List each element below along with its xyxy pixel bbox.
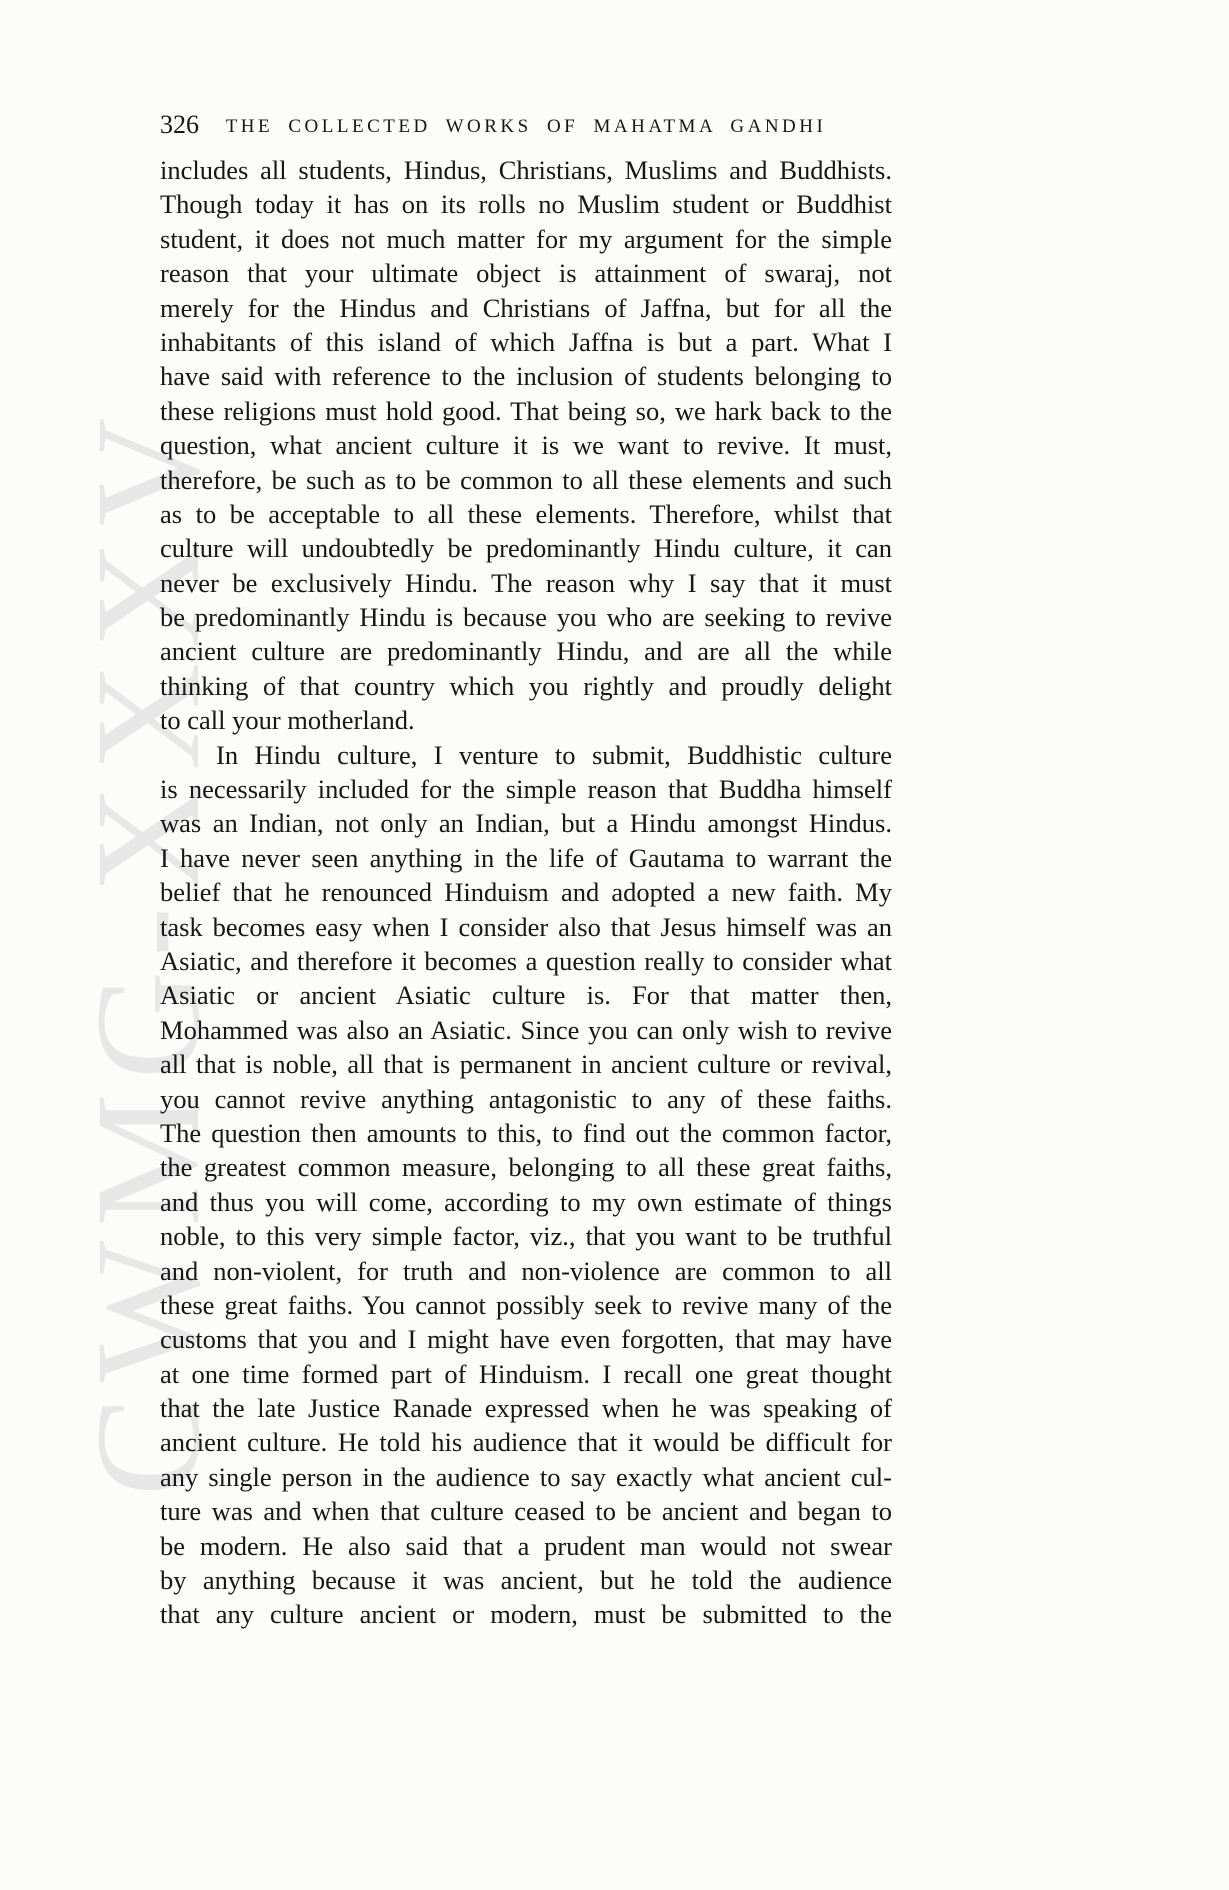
text-line: have said with reference to the inclusion of students belonging to [160,361,892,392]
text-line: question, what ancient culture it is we want to revive. It must, [160,430,892,461]
text-line: In Hindu culture, I venture to submit, Buddhistic culture [216,739,892,770]
text-line: any single person in the audience to say exactly what ancient cul- [160,1461,892,1492]
text-line: these religions must hold good. That being so, we hark back to the [160,395,892,426]
text-line: noble, to this very simple factor, viz., that you want to be truthful [160,1221,892,1252]
text-line: is necessarily included for the simple reason that Buddha himself [160,774,892,805]
text-line: The question then amounts to this, to find out the common factor, [160,1117,892,1148]
text-line: belief that he renounced Hinduism and adopted a new faith. My [160,877,892,908]
text-line: never be exclusively Hindu. The reason why I say that it must [160,567,892,598]
text-line: and non-violent, for truth and non-violence are common to all [160,1255,892,1286]
text-line: task becomes easy when I consider also that Jesus himself was an [160,911,892,942]
body-text [160,153,892,1632]
text-line: these great faiths. You cannot possibly seek to revive many of the [160,1289,892,1320]
text-line: merely for the Hindus and Christians of Jaffna, but for all the [160,292,892,323]
text-line: the greatest common measure, belonging to all these great faiths, [160,1152,892,1183]
text-line: ture was and when that culture ceased to be ancient and began to [160,1496,892,1527]
text-line: at one time formed part of Hinduism. I recall one great thought [160,1358,892,1389]
text-line: be predominantly Hindu is because you who are seeking to revive [160,602,892,633]
text-line: and thus you will come, according to my own estimate of things [160,1186,892,1217]
text-line: that any culture ancient or modern, must be submitted to the [160,1599,892,1630]
text-line: thinking of that country which you rightly and proudly delight [160,670,892,701]
running-title: THE COLLECTED WORKS OF MAHATMA GANDHI [225,116,827,137]
text-line: I have never seen anything in the life of Gautama to warrant the [160,842,892,873]
text-line: customs that you and I might have even forgotten, that may have [160,1324,892,1355]
text-line: Mohammed was also an Asiatic. Since you can only wish to revive [160,1014,892,1045]
text-line: reason that your ultimate object is attainment of swaraj, not [160,258,892,289]
text-line: be modern. He also said that a prudent man would not swear [160,1530,892,1561]
text-line: to call your motherland. [160,705,415,736]
text-line: therefore, be such as to be common to all these elements and such [160,464,892,495]
text-line: ancient culture are predominantly Hindu, and are all the while [160,636,892,667]
text-line: you cannot revive anything antagonistic to any of these faiths. [160,1083,892,1114]
text-line: all that is noble, all that is permanent in ancient culture or revival, [160,1049,892,1080]
text-line: student, it does not much matter for my argument for the simple [160,223,892,254]
text-line: Asiatic, and therefore it becomes a question really to consider what [160,945,892,976]
text-line: Asiatic or ancient Asiatic culture is. For that matter then, [160,980,892,1011]
text-line: Though today it has on its rolls no Muslim student or Buddhist [160,189,892,220]
text-line: culture will undoubtedly be predominantly Hindu culture, it can [160,533,892,564]
text-line: ancient culture. He told his audience that it would be difficult for [160,1427,892,1458]
text-line: by anything because it was ancient, but he told the audience [160,1565,892,1596]
text-line: as to be acceptable to all these elements. Therefore, whilst that [160,498,892,529]
watermark-text: CWMG-XXXV [65,403,231,1497]
text-line: inhabitants of this island of which Jaffna is but a part. What I [160,326,892,357]
page-header [160,110,892,144]
text-line: was an Indian, not only an Indian, but a Hindu amongst Hindus. [160,808,892,839]
text-line: that the late Justice Ranade expressed when he was speaking of [160,1393,892,1424]
text-line: includes all students, Hindus, Christians, Muslims and Buddhists. [160,155,892,185]
page-number: 326 [160,110,199,139]
